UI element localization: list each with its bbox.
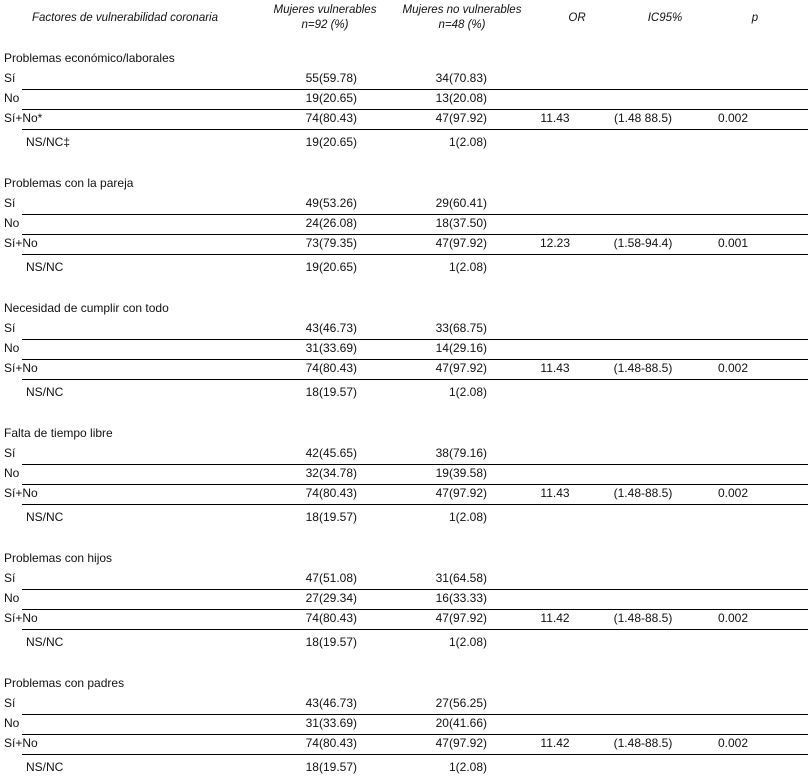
p-value: 0.002	[717, 361, 749, 375]
vulnerable-value: 42(45.65)	[305, 446, 357, 460]
row-label: Sí	[4, 321, 16, 335]
header-or: OR	[568, 12, 586, 24]
header-vulnerable-title: Mujeres vulnerables	[273, 4, 377, 16]
not-vulnerable-value: 14(29.16)	[435, 341, 487, 355]
table-row	[4, 484, 808, 505]
row-label: No	[4, 341, 20, 355]
or-value: 11.43	[540, 486, 570, 500]
row-label: NS/NC	[26, 510, 64, 524]
not-vulnerable-value: 47(97.92)	[435, 361, 487, 375]
not-vulnerable-value: 47(97.92)	[435, 486, 487, 500]
not-vulnerable-value: 16(33.33)	[435, 591, 487, 605]
vulnerable-value: 18(19.57)	[305, 760, 357, 774]
table-row	[4, 319, 808, 340]
header-p: p	[751, 12, 759, 24]
row-label: Sí+No	[4, 736, 38, 750]
table-row	[4, 89, 808, 110]
vulnerable-value: 19(20.65)	[305, 135, 357, 149]
vulnerable-value: 43(46.73)	[305, 696, 357, 710]
table-row	[0, 508, 808, 528]
vulnerable-value: 74(80.43)	[305, 736, 357, 750]
not-vulnerable-value: 1(2.08)	[448, 135, 487, 149]
row-label: Sí+No*	[4, 111, 43, 125]
table-row	[0, 758, 808, 778]
not-vulnerable-value: 1(2.08)	[448, 635, 487, 649]
or-value: 11.43	[540, 111, 570, 125]
row-label: Sí	[4, 571, 16, 585]
vulnerable-value: 74(80.43)	[305, 111, 357, 125]
group-title: Problemas con la pareja	[4, 176, 134, 190]
not-vulnerable-value: 1(2.08)	[448, 760, 487, 774]
vulnerable-value: 73(79.35)	[305, 236, 357, 250]
vulnerable-value: 19(20.65)	[305, 260, 357, 274]
not-vulnerable-value: 38(79.16)	[435, 446, 487, 460]
table-row	[4, 464, 808, 485]
ic95-value: (1.48-88.5)	[613, 611, 673, 625]
ic95-value: (1.48 88.5)	[613, 111, 673, 125]
header-ic95: IC95%	[647, 12, 683, 24]
row-label: NS/NC	[26, 760, 64, 774]
not-vulnerable-value: 47(97.92)	[435, 611, 487, 625]
row-label: Sí+No	[4, 486, 38, 500]
vulnerable-value: 31(33.69)	[305, 716, 357, 730]
group-title: Falta de tiempo libre	[4, 426, 113, 440]
vulnerable-value: 74(80.43)	[305, 361, 357, 375]
ic95-value: (1.48-88.5)	[613, 361, 673, 375]
p-value: 0.002	[717, 486, 749, 500]
row-label: NS/NC	[26, 260, 64, 274]
ic95-value: (1.48-88.5)	[613, 736, 673, 750]
row-label: No	[4, 91, 20, 105]
row-label: No	[4, 466, 20, 480]
row-label: Sí	[4, 446, 16, 460]
or-value: 11.43	[540, 361, 570, 375]
vulnerable-value: 19(20.65)	[305, 91, 357, 105]
not-vulnerable-value: 33(68.75)	[435, 321, 487, 335]
not-vulnerable-value: 29(60.41)	[435, 196, 487, 210]
row-label: NS/NC‡	[26, 135, 71, 149]
group-title: Problemas con hijos	[4, 551, 113, 565]
table-row	[4, 444, 808, 465]
not-vulnerable-value: 1(2.08)	[448, 260, 487, 274]
row-label: No	[4, 216, 20, 230]
vulnerable-value: 18(19.57)	[305, 510, 357, 524]
table-row	[4, 714, 808, 735]
vulnerable-value: 55(59.78)	[305, 71, 357, 85]
vulnerable-value: 32(34.78)	[305, 466, 357, 480]
header-not-vulnerable-title: Mujeres no vulnerables	[402, 4, 522, 16]
not-vulnerable-value: 27(56.25)	[435, 696, 487, 710]
not-vulnerable-value: 47(97.92)	[435, 736, 487, 750]
table-row	[4, 194, 808, 215]
table-row	[0, 258, 808, 278]
not-vulnerable-value: 47(97.92)	[435, 236, 487, 250]
row-label: No	[4, 716, 20, 730]
header-vulnerable-n: n=92 (%)	[301, 19, 349, 31]
not-vulnerable-value: 47(97.92)	[435, 111, 487, 125]
ic95-value: (1.58-94.4)	[613, 236, 673, 250]
row-label: Sí	[4, 696, 16, 710]
row-label: NS/NC	[26, 635, 64, 649]
p-value: 0.002	[717, 611, 749, 625]
not-vulnerable-value: 1(2.08)	[448, 385, 487, 399]
not-vulnerable-value: 18(37.50)	[435, 216, 487, 230]
not-vulnerable-value: 19(39.58)	[435, 466, 487, 480]
not-vulnerable-value: 20(41.66)	[435, 716, 487, 730]
row-label: Sí+No	[4, 361, 38, 375]
table-row	[4, 589, 808, 610]
vulnerable-value: 74(80.43)	[305, 486, 357, 500]
vulnerable-value: 31(33.69)	[305, 341, 357, 355]
row-label: Sí	[4, 71, 16, 85]
row-label: Sí+No	[4, 611, 38, 625]
vulnerable-value: 49(53.26)	[305, 196, 357, 210]
vulnerable-value: 18(19.57)	[305, 635, 357, 649]
header-factor: Factores de vulnerabilidad coronaria	[31, 12, 219, 24]
or-value: 11.42	[540, 611, 570, 625]
not-vulnerable-value: 31(64.58)	[435, 571, 487, 585]
group-title: Necesidad de cumplir con todo	[4, 301, 169, 315]
p-value: 0.002	[717, 111, 749, 125]
table-row	[4, 569, 808, 590]
or-value: 11.42	[540, 736, 570, 750]
header-not-vulnerable-n: n=48 (%)	[438, 19, 486, 31]
row-label: NS/NC	[26, 385, 64, 399]
vulnerable-value: 27(29.34)	[305, 591, 357, 605]
not-vulnerable-value: 1(2.08)	[448, 510, 487, 524]
not-vulnerable-value: 34(70.83)	[435, 71, 487, 85]
table-row	[4, 609, 808, 630]
row-label: No	[4, 591, 20, 605]
p-value: 0.001	[717, 236, 749, 250]
vulnerable-value: 47(51.08)	[305, 571, 357, 585]
table-row	[0, 133, 808, 153]
vulnerable-value: 43(46.73)	[305, 321, 357, 335]
table-row	[0, 633, 808, 653]
table-row	[4, 339, 808, 360]
p-value: 0.002	[717, 736, 749, 750]
table-row	[4, 734, 808, 755]
vulnerable-value: 24(26.08)	[305, 216, 357, 230]
table-row	[4, 234, 808, 255]
table-row	[4, 359, 808, 380]
table-row	[4, 69, 808, 90]
ic95-value: (1.48-88.5)	[613, 486, 673, 500]
header-vulnerable	[265, 3, 385, 33]
table-row	[0, 383, 808, 403]
group-title: Problemas con padres	[4, 676, 125, 690]
vulnerable-value: 18(19.57)	[305, 385, 357, 399]
table-row	[4, 109, 808, 130]
not-vulnerable-value: 13(20.08)	[435, 91, 487, 105]
or-value: 12.23	[539, 236, 571, 250]
table-row	[4, 694, 808, 715]
row-label: Sí+No	[4, 236, 38, 250]
group-title: Problemas económico/laborales	[4, 51, 175, 65]
table-row	[4, 214, 808, 235]
header-not-vulnerable	[392, 3, 532, 33]
row-label: Sí	[4, 196, 16, 210]
vulnerable-value: 74(80.43)	[305, 611, 357, 625]
